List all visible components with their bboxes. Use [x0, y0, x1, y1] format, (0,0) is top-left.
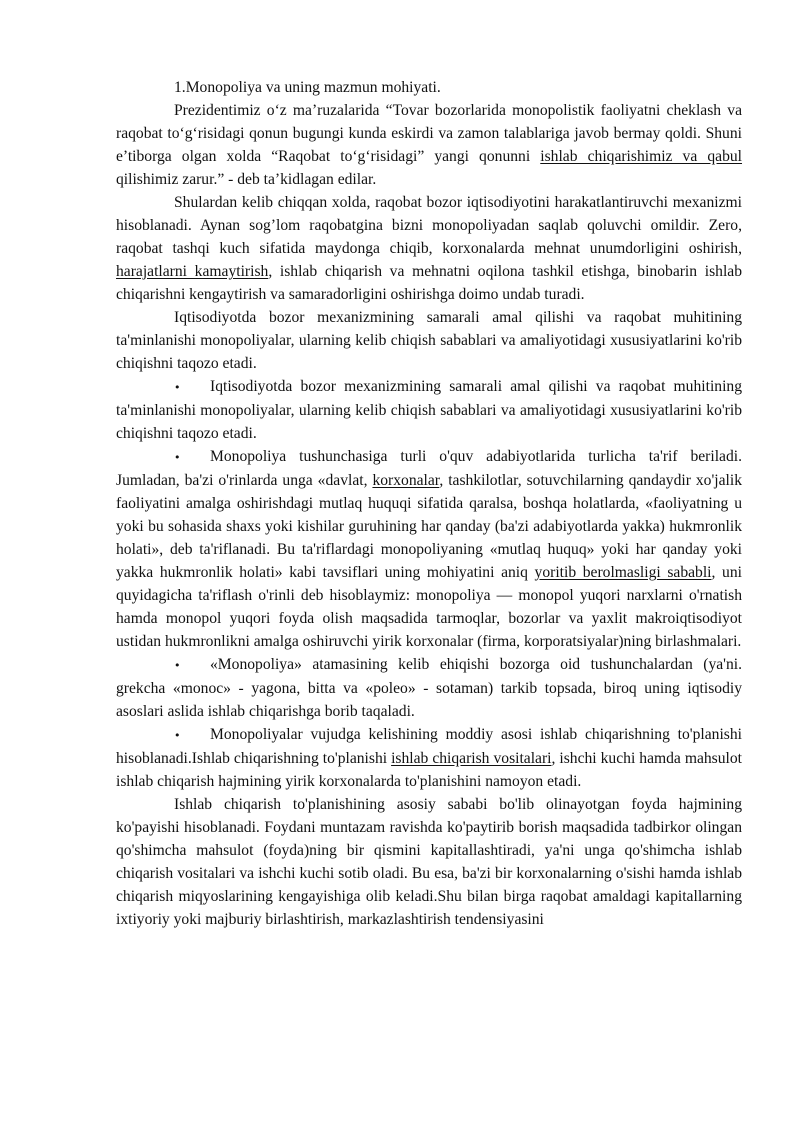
link-harajatlarni-kamaytirish[interactable]: harajatlarni kamaytirish: [116, 263, 269, 280]
paragraph-text: Ishlab chiqarish to'planishining asosiy sababi bo'lib olinayotgan foyda hajmining ko'payishi hisoblanadi. Foydani muntazam ravishda ko'paytirib borish maqsadida tadbirkor olingan qo'shimcha mahsulot (foyda)ning bir qismini kapitallashtiradi, ya'ni unga qo'shimcha ishlab chiqarish vositalari va ishchi kuchi sotib oladi. Bu esa, ba'zi bir korxonalarning o'sishi hamda ishlab chiqarish miqyoslarining kengayishiga olib keladi.Shu bilan birga raqobat amaldagi kapitallarning ixtiyoriy yoki majburiy birlashtirish, markazlashtirish tendensiyasini: [116, 796, 742, 928]
bullet-icon: [174, 446, 210, 469]
bullet-text: , ishchi kuchi hamda mahsulot ishlab chiqarish hajmining yirik korxonalarda to'planishini namoyon etadi.: [116, 750, 742, 790]
paragraph-text: Iqtisodiyotda bozor mexanizmining samarali amal qilishi va raqobat muhitining ta'minlanishi monopoliyalar, ularning kelib chiqish sabablari va amaliyotidagi xususiyatlarini ko'rib chiqishni taqozo etadi.: [116, 309, 742, 372]
bullet-text: , tashkilotlar, sotuvchilarning qandaydir xo'jalik faoliyatini amalga oshirishdagi mutlaq huquqi sifatida qaralsa, boshqa holatlarda, «faoliyatning u yoki bu sohasida shaxs yoki kishilar guruhining har qanday (ba'zi adabiyotlarda yakka) hukmronlik holati», deb ta'riflanadi. Bu ta'riflardagi monopoliyaning «mutlaq huquq» yoki har qanday yoki yakka hukmronlik holati» kabi tavsiflari uning mohiyatini aniq: [116, 472, 743, 581]
bullet-text: , uni quyidagicha ta'riflash o'rinli deb hisoblaymiz: monopoliya — monopol yuqori narxlarni o'rnatish hamda monopol yuqori foyda olish maqsadida tarmoqlar, bozorlar va yaxlit makroiqtisodiyot ustidan hukmronlikni amalga oshiruvchi yirik korxonalar (firma, korporatsiyalar)ning birlashmalari.: [116, 564, 742, 650]
bullet-text: Iqtisodiyotda bozor mexanizmining samarali amal qilishi va raqobat muhitining ta'minlanishi monopoliyalar, ularning kelib chiqish sabablari va amaliyotidagi xususiyatlarini ko'rib chiqishni taqozo etadi.: [116, 378, 742, 442]
paragraph-concentration: [116, 793, 742, 931]
paragraph-text: Shulardan kelib chiqqan xolda, raqobat bozor iqtisodiyotini harakatlantiruvchi mexanizmi hisoblanadi. Aynan sog’lom raqobatgina bizni monopoliyadan saqlab qoluvchi omildir. Zero, raqobat tashqi kuch sifatida maydonga chiqib, korxonalarda mehnat unumdorligini oshirish,: [116, 194, 742, 257]
paragraph-text: qilishimiz zarur.” - deb ta’kidlagan edilar.: [116, 171, 377, 188]
document-body: [116, 76, 742, 931]
link-ishlab-chiqarish-vositalari[interactable]: ishlab chiqarish vositalari: [391, 750, 552, 767]
bullet-icon: [174, 376, 210, 399]
paragraph-text: , ishlab chiqarish va mehnatni oqilona tashkil etishga, binobarin ishlab chiqarishni kengaytirish va samaradorligini oshirishga doimo undab turadi.: [116, 263, 742, 303]
bullet-text: Monopoliya tushunchasiga turli o'quv adabiyotlarida turlicha ta'rif beriladi. Jumladan, ba'zi o'rinlarda unga «davlat,: [116, 448, 742, 489]
section-heading: [116, 76, 742, 99]
paragraph-text: Prezidentimiz o‘z ma’ruzalarida “Tovar bozorlarida monopolistik faoliyatni cheklash va raqobat to‘g‘risidagi qonun bugungi kunda eskirdi va zamon talablariga javob bermay qoldi. Shuni e’tiborga olgan xolda “Raqobat to‘g‘risidagi” yangi qonunni: [116, 102, 742, 165]
bullet-text: Monopoliyalar vujudga kelishining moddiy asosi ishlab chiqarishning to'planishi hisoblanadi.Ishlab chiqarishning to'planishi: [116, 726, 742, 767]
paragraph-market-mechanism: [116, 306, 742, 375]
bullet-icon: [174, 724, 210, 747]
link-yoritib-berolmasligi[interactable]: yoritib berolmasligi sababli: [534, 564, 712, 581]
bullet-item-monopoly-definition: [116, 445, 742, 653]
bullet-item-material-basis: [116, 723, 742, 793]
bullet-text: «Monopoliya» atamasining kelib ehiqishi bozorga oid tushunchalardan (ya'ni. grekcha «monoc» - yagona, bitta va «poleo» - sotaman) tarkib topsada, biroq uning iqtisodiy asoslari aslida ishlab chiqarishga borib taqaladi.: [116, 656, 742, 720]
bullet-item-market-mechanism: [116, 375, 742, 445]
bullet-icon: [174, 654, 210, 677]
link-korxonalar[interactable]: korxonalar: [372, 472, 440, 489]
paragraph-competition: [116, 191, 742, 306]
paragraph-president-quote: [116, 99, 742, 191]
bullet-item-term-origin: [116, 653, 742, 723]
link-ishlab-chiqarishimiz[interactable]: ishlab chiqarishimiz va qabul: [540, 148, 743, 165]
section-heading-text: 1.Monopoliya va uning mazmun mohiyati.: [174, 79, 441, 96]
